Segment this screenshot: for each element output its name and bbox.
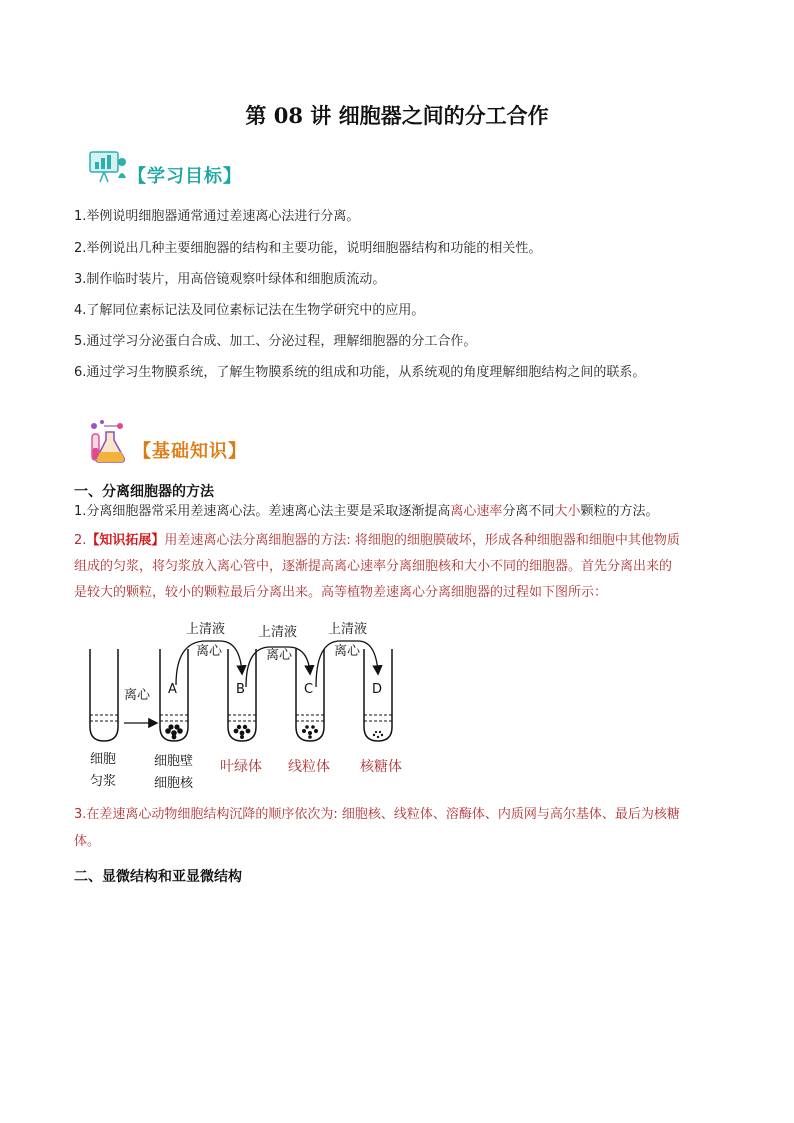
sediment-label-b: 叶绿体: [220, 759, 262, 775]
paragraph-text: 1.分离细胞器常采用差速离心法。差速离心法主要是采取逐渐提高: [74, 504, 451, 519]
objective-item: 6.通过学习生物膜系统，了解生物膜系统的组成和功能，从系统观的角度理解细胞结构之间的联系。: [74, 365, 646, 380]
paragraph-number: 2.: [74, 533, 87, 548]
sediment-label-a: 细胞核: [154, 776, 194, 791]
supernatant-label: 上清液: [186, 622, 226, 637]
centrifuge-label: 离心: [266, 648, 293, 663]
objective-item: 3.制作临时装片，用高倍镜观察叶绿体和细胞质流动。: [74, 272, 386, 287]
sediment-label-d: 核糖体: [360, 759, 402, 775]
paragraph-text: 3.在差速离心动物细胞结构沉降的顺序依次为: 细胞核、线粒体、溶酶体、内质网与高尔基体、最后为核糖: [74, 807, 680, 822]
centrifuge-label: 离心: [124, 688, 151, 703]
objective-item: 1.举例说明细胞器通常通过差速离心法进行分离。: [74, 209, 360, 224]
objective-item: 5.通过学习分泌蛋白合成、加工、分泌过程，理解细胞器的分工合作。: [74, 334, 477, 349]
centrifuge-label: 离心: [196, 644, 223, 659]
basic-knowledge-banner: 【基础知识】: [133, 441, 247, 462]
paragraph-text: 用差速离心法分离细胞器的方法: 将细胞的细胞膜破坏，形成各种细胞器和细胞中其他物质: [164, 533, 680, 548]
centrifugation-diagram: [70, 615, 430, 795]
paragraph-1: [74, 499, 724, 525]
homogenate-label: 细胞: [90, 752, 117, 767]
highlight-text: 离心速率: [450, 504, 503, 519]
paragraph-text: 组成的匀浆，将匀浆放入离心管中，逐渐提高离心速率分离细胞核和大小不同的细胞器。首先分离出来的: [74, 559, 673, 574]
tube-label-b: B: [236, 682, 245, 697]
tube-label-a: A: [168, 682, 177, 697]
supernatant-label: 上清液: [258, 625, 298, 640]
tube-label-c: C: [304, 682, 314, 697]
learning-goals-icon: [86, 148, 130, 186]
paragraph-text: 是较大的颗粒，较小的颗粒最后分离出来。高等植物差速离心分离细胞器的过程如下图所示：: [74, 585, 608, 600]
paragraph-3: [74, 801, 724, 855]
paragraph-text: 颗粒的方法。: [580, 504, 659, 519]
page-title: 第 08 讲 细胞器之间的分工合作: [245, 103, 549, 128]
knowledge-extension-tag: 【知识拓展】: [86, 533, 165, 548]
sediment-label-c: 线粒体: [288, 759, 330, 775]
tube-label-d: D: [372, 682, 383, 697]
highlight-text: 大小: [554, 504, 581, 519]
lab-flask-icon: [84, 418, 132, 466]
homogenate-label: 匀浆: [90, 774, 117, 789]
learning-goals-banner: 【学习目标】: [128, 166, 242, 187]
section-heading: 一、分离细胞器的方法: [74, 484, 214, 500]
objective-item: 4.了解同位素标记法及同位素标记法在生物学研究中的应用。: [74, 303, 425, 318]
paragraph-2: [74, 528, 724, 606]
supernatant-label: 上清液: [328, 622, 368, 637]
homogenate-tube: [90, 649, 118, 741]
paragraph-text: 体。: [74, 834, 101, 849]
objective-item: 2.举例说出几种主要细胞器的结构和主要功能，说明细胞器结构和功能的相关性。: [74, 241, 542, 256]
section-heading: 二、显微结构和亚显微结构: [74, 869, 242, 885]
paragraph-text: 分离不同: [502, 504, 555, 519]
sediment-label-a: 细胞壁: [154, 754, 194, 769]
centrifuge-label: 离心: [334, 644, 361, 659]
